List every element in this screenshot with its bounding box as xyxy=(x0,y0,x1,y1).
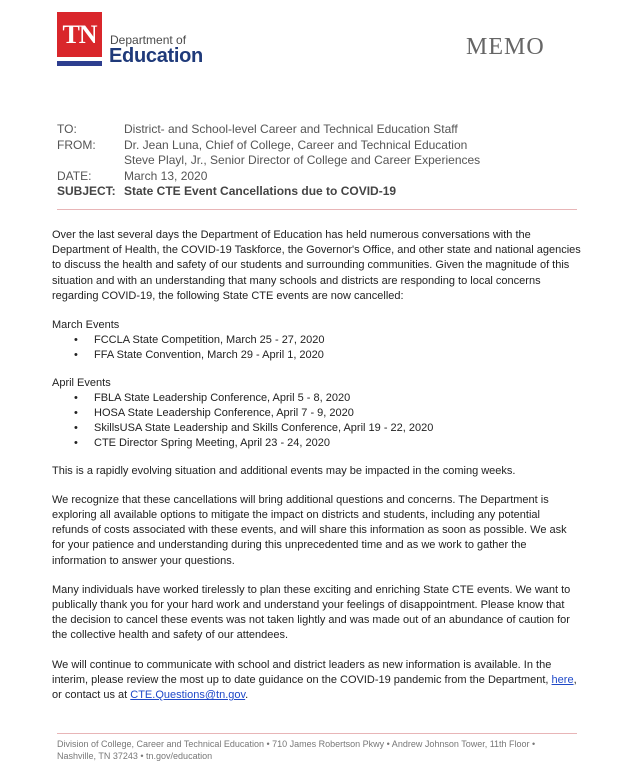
evolving-paragraph: This is a rapidly evolving situation and additional events may be impacted in the coming weeks. xyxy=(52,464,516,477)
bullet: • xyxy=(74,349,78,362)
closing-comma: , xyxy=(573,673,577,686)
bullet: • xyxy=(74,407,78,420)
march-events-list xyxy=(52,333,582,363)
tn-logo-mark: TN xyxy=(57,12,102,57)
footer-line-1: Division of College, Career and Technical Education • 710 James Robertson Pkwy • Andrew Johnson Tower, 11th Floor • xyxy=(57,739,536,749)
tn-department-of-education-logo xyxy=(57,12,202,70)
thanks-line: the collective health and safety of our attendees. xyxy=(52,629,289,642)
bullet: • xyxy=(74,422,78,435)
logo-underline-bar xyxy=(57,61,102,66)
recognize-paragraph xyxy=(52,493,582,569)
april-events-heading: April Events xyxy=(52,376,111,389)
logo-dept-of: Department of xyxy=(110,33,187,47)
event-text: HOSA State Leadership Conference, April 7 - 9, 2020 xyxy=(94,407,354,420)
subject-value: State CTE Event Cancellations due to COVID-19 xyxy=(124,184,397,198)
bullet: • xyxy=(74,334,78,347)
guidance-here-link[interactable]: here xyxy=(551,673,574,686)
event-text: CTE Director Spring Meeting, April 23 - 24, 2020 xyxy=(94,437,331,450)
closing-line: interim, please review the most up to date guidance on the COVID-19 pandemic from the Department, xyxy=(52,673,552,686)
to-value: District- and School-level Career and Technical Education Staff xyxy=(124,122,458,136)
header-divider xyxy=(57,209,577,210)
bullet: • xyxy=(74,391,78,404)
march-events-heading: March Events xyxy=(52,319,120,332)
april-events-list xyxy=(52,391,582,452)
to-label: TO: xyxy=(57,122,77,136)
event-item xyxy=(74,348,582,363)
closing-line: or contact us at xyxy=(52,689,131,702)
event-item xyxy=(74,436,582,451)
intro-paragraph xyxy=(52,228,582,304)
recognize-line: refunds of costs associated with these events, and will share this information as soon as possible. We ask xyxy=(52,524,567,537)
thanks-paragraph xyxy=(52,583,582,644)
event-item xyxy=(74,421,582,436)
contact-email-link[interactable]: CTE.Questions@tn.gov xyxy=(130,689,246,702)
intro-line: to discuss the health and safety of our students and surrounding communities. Given the magnitude of this xyxy=(52,259,570,272)
event-item xyxy=(74,333,582,348)
recognize-line: for your patience and understanding during this unprecedented time and as we work to gather the xyxy=(52,539,527,552)
thanks-line: the decision to cancel these events was not taken lightly and was made out of an abundance of caution for xyxy=(52,614,570,627)
event-item xyxy=(74,406,582,421)
intro-line: regarding COVID-19, the following State CTE events are now cancelled: xyxy=(52,289,404,302)
recognize-line: exploring all available options to mitigate the impact on districts and students, including any potential xyxy=(52,509,540,522)
closing-paragraph xyxy=(52,658,582,704)
event-item xyxy=(74,391,582,406)
memo-body xyxy=(52,228,582,717)
event-text: FCCLA State Competition, March 25 - 27, 2020 xyxy=(94,334,325,347)
intro-line: Over the last several days the Department of Education has held numerous conversations with the xyxy=(52,229,531,241)
footer-divider xyxy=(57,733,577,734)
footer-line-2: Nashville, TN 37243 • tn.gov/education xyxy=(57,751,213,761)
from-label: FROM: xyxy=(57,137,96,152)
memo-title: MEMO xyxy=(466,34,545,60)
subject-label: SUBJECT: xyxy=(57,184,116,198)
bullet: • xyxy=(74,437,78,450)
recognize-line: information to answer your questions. xyxy=(52,554,235,567)
intro-line: Department of Health, the COVID-19 Taskforce, the Governor's Office, and other state and national agencies xyxy=(52,244,581,257)
closing-line: We will continue to communicate with school and district leaders as new information is available. In the xyxy=(52,658,552,671)
event-text: SkillsUSA State Leadership and Skills Conference, April 19 - 22, 2020 xyxy=(94,422,434,435)
from-value-2: Steve Playl, Jr., Senior Director of College and Career Experiences xyxy=(124,153,481,167)
date-value: March 13, 2020 xyxy=(124,168,208,183)
intro-line: situation and with an understanding that many schools and districts are responding to local concerns xyxy=(52,274,541,287)
date-label: DATE: xyxy=(57,168,92,183)
from-value-1: Dr. Jean Luna, Chief of College, Career and Technical Education xyxy=(124,137,468,152)
event-text: FFA State Convention, March 29 - April 1, 2020 xyxy=(94,349,324,362)
logo-education: Education xyxy=(109,45,203,67)
event-text: FBLA State Leadership Conference, April 5 - 8, 2020 xyxy=(94,391,351,404)
closing-period: . xyxy=(245,689,249,702)
recognize-line: We recognize that these cancellations will bring additional questions and concerns. The Department is xyxy=(52,493,549,506)
thanks-line: Many individuals have worked tirelessly to plan these exciting and enriching State CTE events. We want to xyxy=(52,583,571,596)
thanks-line: publically thank you for your hard work and understand your feelings of disappointment. Please know that xyxy=(52,599,565,612)
footer-address xyxy=(57,738,577,762)
